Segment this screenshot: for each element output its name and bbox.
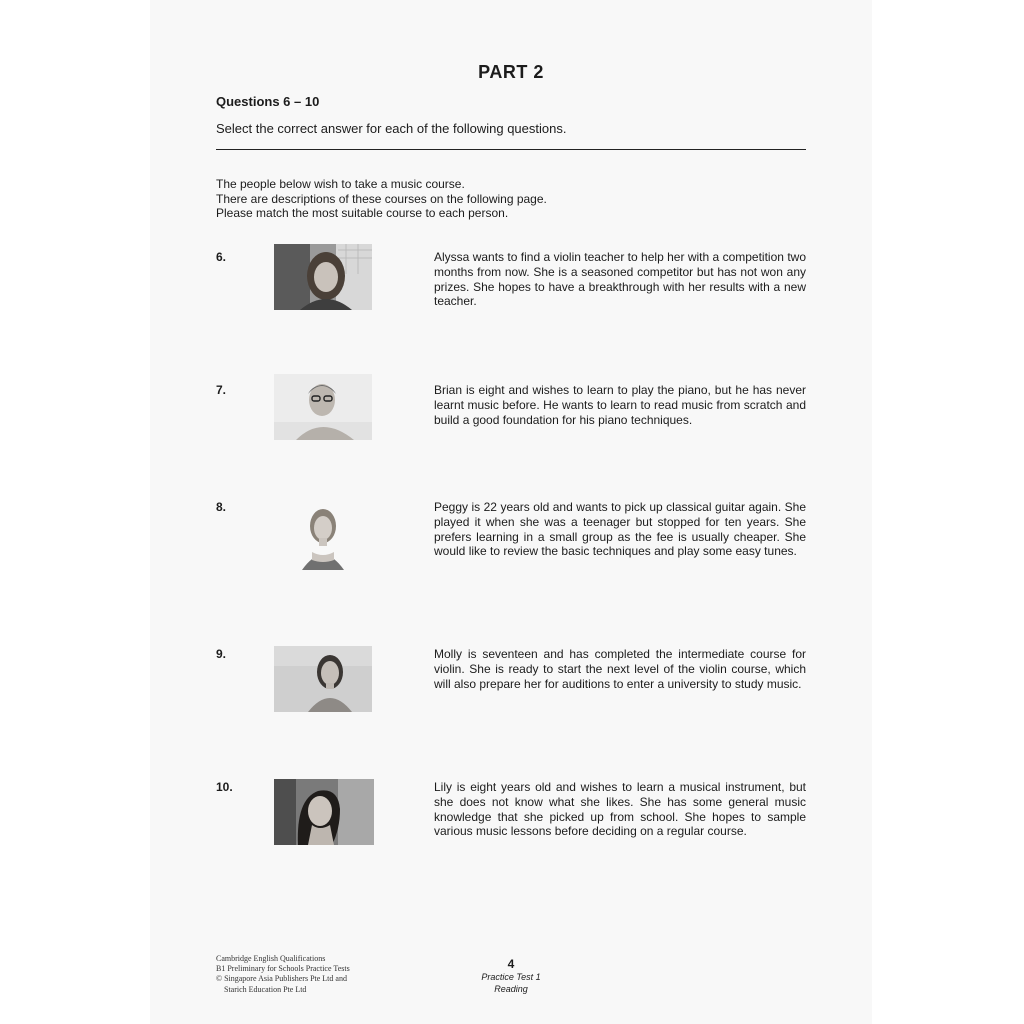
intro-line: The people below wish to take a music course. [216,177,465,191]
page-number: 4 [507,957,515,971]
portrait-photo-young-woman-icon [300,502,346,570]
credit-line: B1 Preliminary for Schools Practice Tests [216,964,350,974]
instruction-text: Select the correct answer for each of the following questions. [216,121,567,136]
person-description: Lily is eight years old and wishes to learn a musical instrument, but she does not know what she likes. She has some general music knowledge that she picked up from school. She hopes to sample various music lessons before deciding on a regular course. [434,780,806,839]
part-title: PART 2 [478,62,544,82]
worksheet-page [150,0,872,1024]
credit-line: Starich Education Pte Ltd [224,984,307,994]
portrait-photo-teen-girl-icon [274,646,372,712]
page-footer [461,958,561,995]
intro-paragraph [216,177,547,221]
intro-line: There are descriptions of these courses on the following page. [216,191,547,206]
portrait-photo-woman-long-hair-icon [274,779,374,845]
person-description: Peggy is 22 years old and wants to pick up classical guitar again. She played it when she was a teenager but stopped for ten years. She prefers learning in a small group as the fee is usually cheaper. She would like to review the basic techniques and play some easy tunes. [434,500,806,559]
question-number: 7. [216,383,227,397]
question-number: 9. [216,647,227,661]
portrait-photo-boy-glasses-icon [274,374,372,440]
question-number: 8. [216,500,227,514]
portrait-photo-girl-icon [274,244,372,310]
person-description: Molly is seventeen and has completed the intermediate course for violin. She is ready to start the next level of the violin course, which will also prepare her for auditions to enter a university to study music. [434,647,806,691]
person-description: Brian is eight and wishes to learn to play the piano, but he has never learnt music before. He wants to learn to read music from scratch and build a good foundation for his piano techniques. [434,383,806,427]
test-name: Practice Test 1 [481,972,541,982]
credit-line: © Singapore Asia Publishers Pte Ltd and [216,974,347,984]
question-range: Questions 6 – 10 [216,94,320,109]
divider-rule [216,149,806,150]
intro-line: Please match the most suitable course to each person. [216,206,509,221]
copyright-credit [216,954,350,995]
credit-line: Cambridge English Qualifications [216,954,326,963]
person-description: Alyssa wants to find a violin teacher to help her with a competition two months from now. She is a seasoned competitor but has not won any prizes. She hopes to have a breakthrough with her results with a new teacher. [434,250,806,309]
question-number: 6. [216,250,227,264]
section-name: Reading [494,984,528,994]
question-number: 10. [216,780,233,794]
